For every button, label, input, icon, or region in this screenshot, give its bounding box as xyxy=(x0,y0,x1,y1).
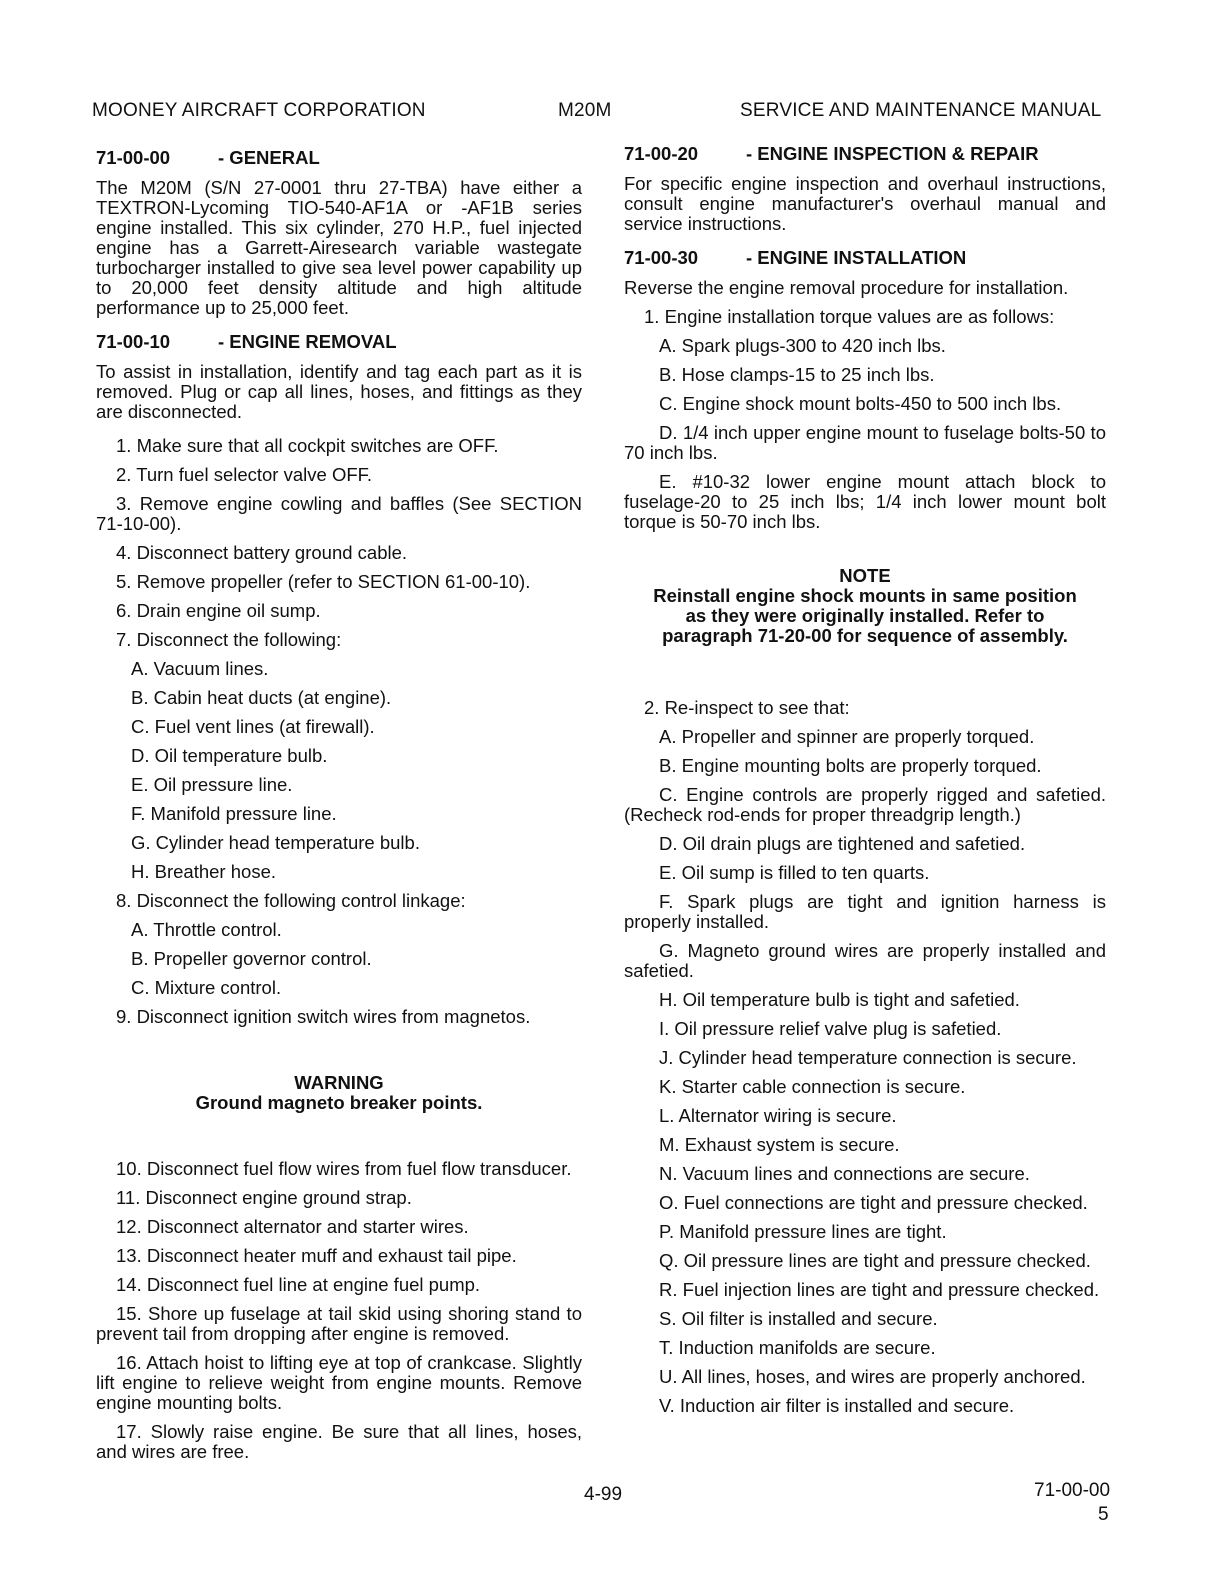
warning-callout xyxy=(96,1073,582,1113)
note-line: as they were originally installed. Refer to xyxy=(685,605,1045,626)
disconnect-item: C. Fuel vent lines (at firewall). xyxy=(131,716,375,737)
removal-step: 9. Disconnect ignition switch wires from magnetos. xyxy=(116,1006,531,1027)
removal-step: 7. Disconnect the following: xyxy=(116,629,342,650)
disconnect-item: F. Manifold pressure line. xyxy=(131,803,337,824)
general-heading xyxy=(96,148,582,168)
disconnect-item: A. Vacuum lines. xyxy=(131,658,269,679)
reinspect-item: M. Exhaust system is secure. xyxy=(659,1134,900,1155)
reinspect-item: U. All lines, hoses, and wires are properly anchored. xyxy=(659,1366,1086,1387)
removal-step: 16. Attach hoist to lifting eye at top of crankcase. Slightly lift engine to relieve weight from engine mounts. Remove engine mounting bolts. xyxy=(96,1352,582,1413)
torque-item: A. Spark plugs-300 to 420 inch lbs. xyxy=(659,335,946,356)
removal-step: 6. Drain engine oil sump. xyxy=(116,600,321,621)
torque-item: E. #10-32 lower engine mount attach block to fuselage-20 to 25 inch lbs; 1/4 inch lower mount bolt torque is 50-70 inch lbs. xyxy=(624,471,1106,532)
reinspect-item: R. Fuel injection lines are tight and pressure checked. xyxy=(659,1279,1100,1300)
installation-section-number: 71-00-30 xyxy=(624,247,699,268)
reinspect-item: J. Cylinder head temperature connection is secure. xyxy=(659,1047,1077,1068)
disconnect-item: D. Oil temperature bulb. xyxy=(131,745,328,766)
reinspect-item: A. Propeller and spinner are properly torqued. xyxy=(659,726,1035,747)
linkage-item: A. Throttle control. xyxy=(131,919,282,940)
removal-section-title: - ENGINE REMOVAL xyxy=(218,331,397,352)
removal-step: 17. Slowly raise engine. Be sure that all lines, hoses, and wires are free. xyxy=(96,1421,582,1462)
removal-heading xyxy=(96,332,582,352)
removal-step: 12. Disconnect alternator and starter wires. xyxy=(116,1216,469,1237)
reinspect-item: G. Magneto ground wires are properly installed and safetied. xyxy=(624,940,1106,981)
torque-item: D. 1/4 inch upper engine mount to fuselage bolts-50 to 70 inch lbs. xyxy=(624,422,1106,463)
disconnect-item: H. Breather hose. xyxy=(131,861,276,882)
removal-step: 13. Disconnect heater muff and exhaust tail pipe. xyxy=(116,1245,517,1266)
removal-step: 3. Remove engine cowling and baffles (See SECTION 71-10-00). xyxy=(96,493,582,534)
installation-intro: Reverse the engine removal procedure for installation. xyxy=(624,277,1069,298)
reinspect-item: K. Starter cable connection is secure. xyxy=(659,1076,966,1097)
reinspect-item: D. Oil drain plugs are tightened and safetied. xyxy=(659,833,1026,854)
removal-step: 5. Remove propeller (refer to SECTION 61-00-10). xyxy=(116,571,531,592)
reinspect-item: C. Engine controls are properly rigged and safetied. (Recheck rod-ends for proper threadgrip length.) xyxy=(624,784,1106,825)
linkage-item: B. Propeller governor control. xyxy=(131,948,372,969)
warning-text: Ground magneto breaker points. xyxy=(195,1092,483,1113)
torque-item: B. Hose clamps-15 to 25 inch lbs. xyxy=(659,364,935,385)
general-paragraph: The M20M (S/N 27-0001 thru 27-TBA) have either a TEXTRON-Lycoming TIO-540-AF1A or -AF1B series engine installed. This six cylinder, 270 H.P., fuel injected engine has a Garrett-Airesearch variable wastegate turbocharger installed to give sea level power capability up to 20,000 feet density altitude and high altitude performance up to 25,000 feet. xyxy=(96,177,582,318)
page-number: 4-99 xyxy=(584,1484,623,1505)
installation-step: 2. Re-inspect to see that: xyxy=(644,697,850,718)
removal-step: 15. Shore up fuselage at tail skid using shoring stand to prevent tail from dropping after engine is removed. xyxy=(96,1303,582,1344)
warning-title: WARNING xyxy=(294,1072,384,1093)
note-line: paragraph 71-20-00 for sequence of assembly. xyxy=(662,625,1068,646)
footer-section-number: 71-00-00 xyxy=(1034,1480,1111,1501)
removal-step: 14. Disconnect fuel line at engine fuel pump. xyxy=(116,1274,481,1295)
header-model: M20M xyxy=(558,100,612,121)
footer-sheet-number: 5 xyxy=(1098,1504,1109,1525)
installation-section-title: - ENGINE INSTALLATION xyxy=(746,247,967,268)
reinspect-item: T. Induction manifolds are secure. xyxy=(659,1337,936,1358)
header-company: MOONEY AIRCRAFT CORPORATION xyxy=(92,100,426,121)
reinspect-item: H. Oil temperature bulb is tight and safetied. xyxy=(659,989,1020,1010)
note-line: Reinstall engine shock mounts in same position xyxy=(653,585,1077,606)
inspection-heading xyxy=(624,144,1106,164)
reinspect-item: I. Oil pressure relief valve plug is safetied. xyxy=(659,1018,1002,1039)
removal-step: 10. Disconnect fuel flow wires from fuel flow transducer. xyxy=(116,1158,572,1179)
reinspect-item: V. Induction air filter is installed and secure. xyxy=(659,1395,1015,1416)
torque-item: C. Engine shock mount bolts-450 to 500 inch lbs. xyxy=(659,393,1062,414)
general-section-title: - GENERAL xyxy=(218,147,320,168)
disconnect-item: G. Cylinder head temperature bulb. xyxy=(131,832,420,853)
note-title: NOTE xyxy=(839,565,891,586)
removal-step: 1. Make sure that all cockpit switches are OFF. xyxy=(116,435,499,456)
installation-heading xyxy=(624,248,1106,268)
reinspect-item: L. Alternator wiring is secure. xyxy=(659,1105,897,1126)
reinspect-item: Q. Oil pressure lines are tight and pressure checked. xyxy=(659,1250,1091,1271)
inspection-section-title: - ENGINE INSPECTION & REPAIR xyxy=(746,143,1039,164)
reinspect-item: B. Engine mounting bolts are properly torqued. xyxy=(659,755,1042,776)
reinspect-item: O. Fuel connections are tight and pressure checked. xyxy=(659,1192,1088,1213)
note-callout xyxy=(624,566,1106,646)
removal-step: 2. Turn fuel selector valve OFF. xyxy=(116,464,373,485)
inspection-section-number: 71-00-20 xyxy=(624,143,699,164)
removal-step: 8. Disconnect the following control linkage: xyxy=(116,890,466,911)
reinspect-item: N. Vacuum lines and connections are secure. xyxy=(659,1163,1030,1184)
disconnect-item: B. Cabin heat ducts (at engine). xyxy=(131,687,392,708)
reinspect-item: P. Manifold pressure lines are tight. xyxy=(659,1221,947,1242)
right-column xyxy=(624,144,1106,1425)
reinspect-item: E. Oil sump is filled to ten quarts. xyxy=(659,862,930,883)
removal-section-number: 71-00-10 xyxy=(96,331,171,352)
installation-step: 1. Engine installation torque values are as follows: xyxy=(644,306,1055,327)
linkage-item: C. Mixture control. xyxy=(131,977,282,998)
reinspect-item: F. Spark plugs are tight and ignition harness is properly installed. xyxy=(624,891,1106,932)
removal-intro: To assist in installation, identify and tag each part as it is removed. Plug or cap all lines, hoses, and fittings as they are disconnected. xyxy=(96,361,582,422)
general-section-number: 71-00-00 xyxy=(96,147,171,168)
disconnect-item: E. Oil pressure line. xyxy=(131,774,293,795)
left-column xyxy=(96,148,582,1471)
removal-step: 11. Disconnect engine ground strap. xyxy=(116,1187,412,1208)
reinspect-item: S. Oil filter is installed and secure. xyxy=(659,1308,938,1329)
inspection-paragraph: For specific engine inspection and overhaul instructions, consult engine manufacturer's overhaul manual and service instructions. xyxy=(624,173,1106,234)
header-manual-title: SERVICE AND MAINTENANCE MANUAL xyxy=(740,100,1102,121)
removal-step: 4. Disconnect battery ground cable. xyxy=(116,542,408,563)
